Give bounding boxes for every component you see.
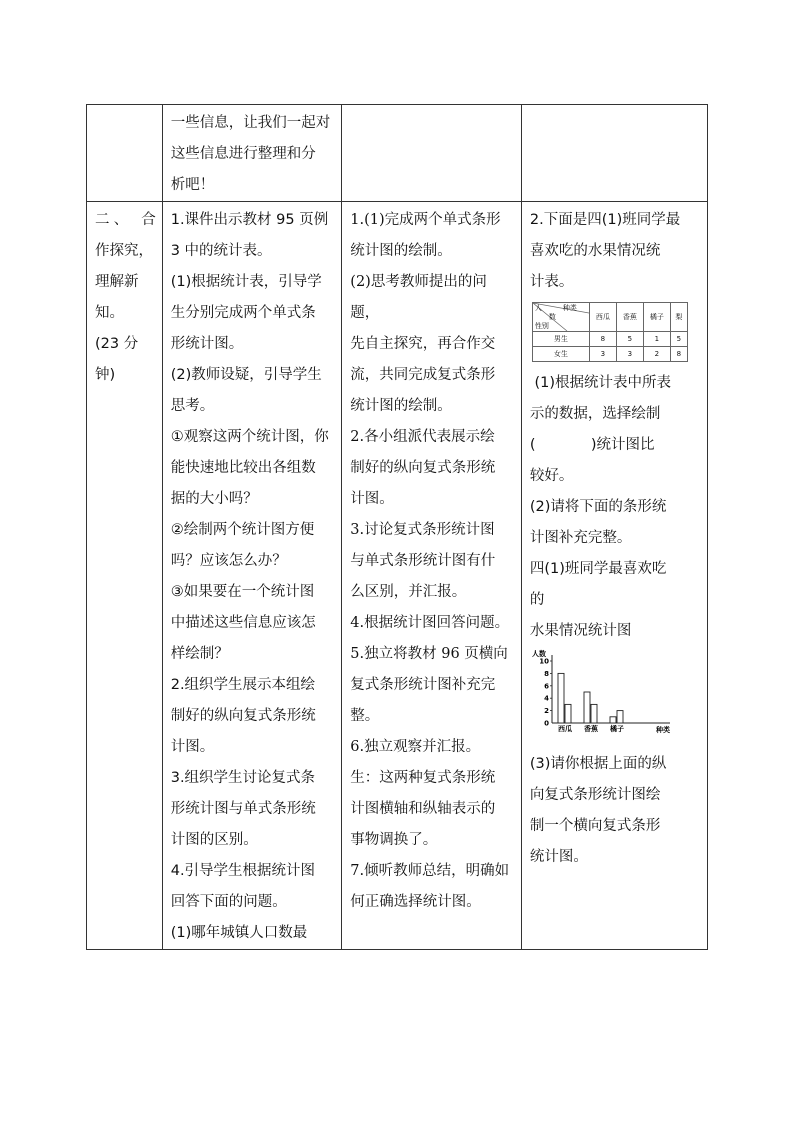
y-tick-label: 2 <box>544 707 549 716</box>
header-label: 性别 <box>534 322 549 330</box>
student-activity-line: 先自主探究，再合作交 <box>350 336 496 352</box>
teacher-activity-line: 1.课件出示教材 95 页例 <box>170 212 329 228</box>
student-activity-line: 3.讨论复式条形统计图 <box>350 522 495 538</box>
cell-stage <box>87 105 163 202</box>
table-row <box>87 202 708 950</box>
exercise-line: 统计图。 <box>529 849 588 865</box>
table-row <box>532 347 687 362</box>
student-activity-line: 计图。 <box>350 491 394 507</box>
exercise-line: 喜欢吃的水果情况统 <box>529 243 661 259</box>
text-line: 析吧！ <box>170 177 215 193</box>
student-activity-line: 1.(1)完成两个单式条形 <box>350 212 501 228</box>
column-header: 橘子 <box>643 303 670 332</box>
student-activity-line: 7.倾听教师总结，明确如 <box>350 863 510 879</box>
cell-teacher <box>162 105 342 202</box>
teacher-activity-line: 3 中的统计表。 <box>170 243 272 259</box>
table-row <box>87 105 708 202</box>
teacher-activity-line: 思考。 <box>170 398 215 414</box>
table-cell: 3 <box>589 347 616 362</box>
table-cell: 5 <box>616 332 643 347</box>
cell-student <box>342 105 522 202</box>
table-cell: 2 <box>643 347 670 362</box>
student-activity-line: 2.各小组派代表展示绘 <box>350 429 495 445</box>
cell-stage <box>87 202 163 950</box>
teacher-activity-line: 制好的纵向复式条形统 <box>170 708 316 724</box>
exercise-line: (3)请你根据上面的纵 <box>529 756 667 772</box>
student-activity-line: 复式条形统计图补充完 <box>350 677 496 693</box>
student-activity-line: 统计图的绘制。 <box>350 243 452 259</box>
bar-chart <box>530 649 680 737</box>
exercise-line: 向复式条形统计图绘 <box>529 787 661 803</box>
header-label: 数 <box>548 313 556 321</box>
student-activity-line: 4.根据统计图回答问题。 <box>350 615 510 631</box>
student-activity-line: 何正确选择统计图。 <box>350 894 481 910</box>
exercise-line: 较好。 <box>529 468 574 484</box>
student-activity-line: (2)思考教师提出的问题， <box>350 274 487 321</box>
student-activity-line: 事物调换了。 <box>350 832 438 848</box>
teacher-activity-line: ①观察这两个统计图，你 <box>170 429 329 445</box>
text-line: 这些信息进行整理和分 <box>170 146 316 162</box>
table-cell: 1 <box>643 332 670 347</box>
y-axis-label: 人数 <box>531 650 546 658</box>
exercise-line: (1)根据统计表中所表 <box>529 375 672 391</box>
column-header: 香蕉 <box>616 303 643 332</box>
bar <box>584 692 590 723</box>
exercise-line: 计图补充完整。 <box>529 530 632 546</box>
table-cell: 5 <box>670 332 687 347</box>
stage-line: 作探究， <box>95 243 153 259</box>
exercise-line: ( )统计图比 <box>529 437 655 453</box>
table-row <box>532 303 687 332</box>
exercise-line: 示的数据，选择绘制 <box>529 406 661 422</box>
x-tick-label: 橘子 <box>609 725 624 733</box>
teacher-activity-line: 中描述这些信息应该怎 <box>170 615 316 631</box>
teacher-activity-line: 3.组织学生讨论复式条 <box>170 770 316 786</box>
teacher-activity-line: 据的大小吗？ <box>170 491 258 507</box>
teacher-activity-line: ③如果要在一个统计图 <box>170 584 315 600</box>
student-activity-line: 生：这两种复式条形统 <box>350 770 496 786</box>
header-label: 种类 <box>562 304 577 312</box>
exercise-line: 的 <box>529 592 545 608</box>
cell-student <box>342 202 522 950</box>
exercise-line: 水果情况统计图 <box>529 623 632 639</box>
bar <box>558 673 564 723</box>
diagonal-header <box>532 303 589 332</box>
lesson-plan-table <box>86 104 708 950</box>
row-label: 女生 <box>532 347 589 362</box>
table-row <box>532 332 687 347</box>
exercise-line: (2)请将下面的条形统 <box>529 499 667 515</box>
table-cell: 8 <box>589 332 616 347</box>
stage-line: (23 分钟) <box>95 336 139 383</box>
bar <box>610 717 616 723</box>
student-activity-line: 6.独立观察并汇报。 <box>350 739 481 755</box>
student-activity-line: 整。 <box>350 708 380 724</box>
cell-exercise <box>521 202 707 950</box>
column-header: 梨 <box>670 303 687 332</box>
fruit-stats-table <box>532 302 688 362</box>
exercise-line: 制一个横向复式条形 <box>529 818 661 834</box>
stage-line: 二、 合 <box>95 212 156 228</box>
column-header: 西瓜 <box>589 303 616 332</box>
teacher-activity-line: 吗？应该怎么办？ <box>170 553 287 569</box>
x-tick-label: 香蕉 <box>583 725 598 733</box>
student-activity-line: 计图横轴和纵轴表示的 <box>350 801 496 817</box>
text-line: 一些信息，让我们一起对 <box>170 115 331 131</box>
student-activity-line: 流，共同完成复式条形 <box>350 367 496 383</box>
teacher-activity-line: 4.引导学生根据统计图 <box>170 863 316 879</box>
exercise-line: 2.下面是四(1)班同学最 <box>529 212 681 228</box>
cell-exercise <box>521 105 707 202</box>
y-tick-label: 10 <box>539 657 549 666</box>
student-activity-line: 与单式条形统计图有什 <box>350 553 496 569</box>
chart-container <box>530 649 701 749</box>
student-activity-line: 制好的纵向复式条形统 <box>350 460 496 476</box>
x-axis-label: 种类 <box>655 726 670 734</box>
y-tick-label: 4 <box>544 694 549 703</box>
header-label: 人 <box>534 304 542 312</box>
teacher-activity-line: (1)根据统计表，引导学 <box>170 274 322 290</box>
teacher-activity-line: 能快速地比较出各组数 <box>170 460 316 476</box>
teacher-activity-line: (2)教师设疑，引导学生 <box>170 367 322 383</box>
y-tick-label: 0 <box>544 719 549 728</box>
y-tick-label: 8 <box>544 669 549 678</box>
bar <box>591 704 597 723</box>
bar <box>617 711 623 723</box>
teacher-activity-line: 计图的区别。 <box>170 832 258 848</box>
stage-line: 理解新知。 <box>95 274 139 321</box>
table-cell: 8 <box>670 347 687 362</box>
x-tick-label: 西瓜 <box>557 725 572 733</box>
teacher-activity-line: (1)哪年城镇人口数最 <box>170 925 308 941</box>
student-activity-line: 么区别，并汇报。 <box>350 584 467 600</box>
teacher-activity-line: 生分别完成两个单式条 <box>170 305 316 321</box>
teacher-activity-line: 回答下面的问题。 <box>170 894 287 910</box>
student-activity-line: 统计图的绘制。 <box>350 398 452 414</box>
exercise-line: 四(1)班同学最喜欢吃 <box>529 561 667 577</box>
teacher-activity-line: 2.组织学生展示本组绘 <box>170 677 316 693</box>
y-tick-label: 6 <box>544 682 549 691</box>
teacher-activity-line: 样绘制？ <box>170 646 229 662</box>
bar <box>565 704 571 723</box>
table-cell: 3 <box>616 347 643 362</box>
teacher-activity-line: 计图。 <box>170 739 215 755</box>
teacher-activity-line: 形统计图。 <box>170 336 244 352</box>
student-activity-line: 5.独立将教材 96 页横向 <box>350 646 508 662</box>
exercise-line: 计表。 <box>529 274 574 290</box>
teacher-activity-line: ②绘制两个统计图方便 <box>170 522 315 538</box>
cell-teacher <box>162 202 342 950</box>
teacher-activity-line: 形统计图与单式条形统 <box>170 801 316 817</box>
row-label: 男生 <box>532 332 589 347</box>
